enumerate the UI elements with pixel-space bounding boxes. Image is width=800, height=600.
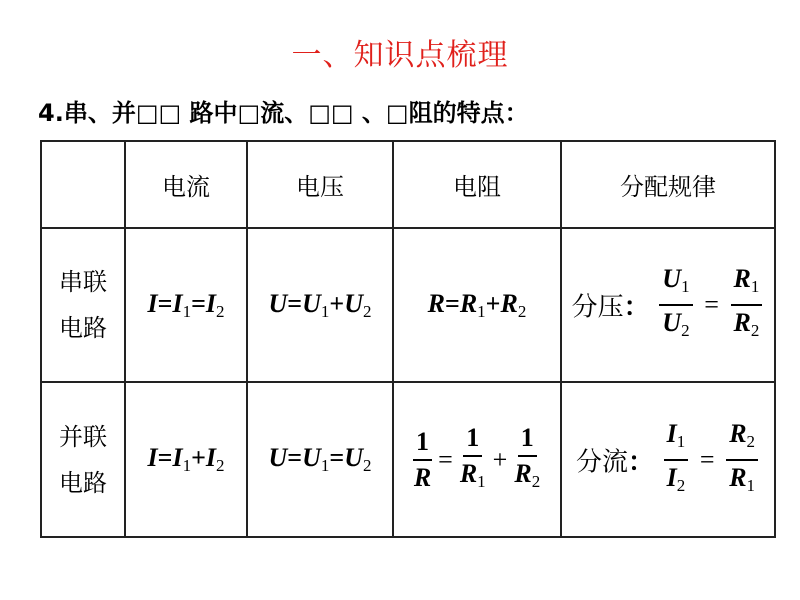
row-label-line1: 并联: [59, 422, 107, 451]
table-row-parallel: [41, 382, 775, 537]
parallel-distribution-rule: [561, 382, 775, 537]
fraction-subscript: 2: [746, 431, 756, 451]
formula-lhs: R: [427, 288, 445, 318]
fraction-numerator: R: [729, 418, 747, 448]
series-resistance-formula: [393, 228, 561, 382]
table-row-series: [41, 228, 775, 382]
formula-term: U: [344, 288, 363, 318]
fraction-denominator: U: [662, 308, 682, 337]
series-voltage-formula: [247, 228, 393, 382]
row-label-line1: 串联: [59, 268, 107, 296]
series-distribution-rule: [561, 228, 775, 382]
formula-term: I: [172, 443, 183, 472]
formula-subscript: 2: [517, 301, 527, 321]
fraction-subscript: 2: [681, 321, 690, 340]
equals-sign: =: [699, 444, 715, 474]
fraction-numerator: R: [733, 264, 751, 293]
fraction-subscript: 2: [750, 321, 760, 340]
plus-sign: +: [492, 444, 508, 474]
formula-term: U: [302, 443, 321, 472]
formula-term: I: [172, 288, 183, 318]
fraction-numerator: U: [662, 264, 682, 293]
row-label-line2: 电路: [59, 314, 107, 342]
fraction-resistance-ratio: [731, 264, 763, 346]
table-header-row: [41, 141, 775, 228]
fraction-denominator: R: [459, 458, 478, 488]
formula-lhs: I: [147, 288, 158, 318]
fraction-numerator: 1: [520, 422, 534, 452]
formula-term: R: [500, 288, 518, 318]
fraction-reciprocal-r1: [457, 423, 489, 497]
header-cell-voltage: 电压: [247, 141, 393, 228]
formula-lhs: U: [268, 288, 288, 318]
parallel-resistance-formula: [393, 382, 561, 537]
fraction-current-ratio: [664, 419, 689, 501]
formula-term: I: [205, 443, 217, 472]
formula-lhs: U: [268, 443, 288, 472]
formula-subscript: 1: [477, 301, 486, 321]
formula-term: U: [344, 443, 363, 472]
formula-equals: =: [157, 288, 173, 318]
row-label-line2: 电路: [59, 468, 107, 497]
formula-operator: +: [485, 288, 501, 318]
formula-equals: =: [287, 288, 303, 318]
fraction-denominator: R: [729, 462, 747, 492]
parallel-voltage-formula: [247, 382, 393, 537]
formula-subscript: 1: [182, 456, 192, 475]
fraction-denominator: R: [514, 458, 532, 488]
formula-subscript: 1: [320, 456, 330, 475]
equals-sign: =: [704, 290, 719, 319]
formula-operator: +: [191, 443, 206, 472]
formula-equals: =: [157, 443, 173, 472]
formula-term: U: [302, 288, 321, 318]
fraction-subscript: 1: [746, 475, 756, 495]
header-cell-distribution-rule: 分配规律: [561, 141, 775, 228]
fraction-subscript: 1: [477, 471, 486, 491]
formula-equals: =: [287, 443, 303, 472]
fraction-subscript: 2: [531, 471, 541, 491]
series-current-formula: [125, 228, 247, 382]
fraction-denominator: R: [413, 462, 432, 492]
formula-term: I: [205, 288, 217, 318]
fraction-numerator: 1: [415, 426, 429, 456]
rule-colon: ：: [627, 447, 654, 477]
header-cell-empty: [41, 141, 125, 228]
fraction-numerator: I: [666, 418, 677, 448]
fraction-subscript: 1: [676, 431, 686, 451]
circuit-characteristics-table: [40, 140, 776, 538]
formula-subscript: 2: [216, 456, 225, 475]
fraction-reciprocal-total: [411, 427, 434, 493]
formula-subscript: 1: [320, 301, 330, 321]
rule-prefix: 分流: [575, 447, 628, 477]
formula-operator: +: [329, 288, 345, 318]
row-label-parallel: [41, 382, 125, 537]
formula-subscript: 2: [363, 456, 372, 475]
equals-sign: =: [438, 444, 453, 474]
fraction-numerator: 1: [466, 422, 480, 452]
fraction-subscript: 1: [750, 277, 760, 296]
section-heading: 4.串、并□□ 路中□流、□□ 、□阻的特点：: [38, 99, 529, 127]
row-label-series: [41, 228, 125, 382]
header-cell-resistance: 电阻: [393, 141, 561, 228]
formula-term: R: [459, 288, 478, 318]
formula-operator: =: [191, 288, 206, 318]
fraction-subscript: 1: [681, 277, 690, 296]
parallel-current-formula: [125, 382, 247, 537]
fraction-subscript: 2: [676, 475, 686, 495]
formula-subscript: 1: [182, 301, 192, 321]
page-title: 一、知识点梳理: [291, 38, 509, 73]
formula-equals: =: [445, 288, 460, 318]
header-cell-current: 电流: [125, 141, 247, 228]
fraction-denominator: R: [733, 308, 751, 337]
rule-prefix: 分压: [571, 292, 624, 323]
formula-subscript: 2: [363, 301, 372, 321]
fraction-voltage-ratio: [659, 264, 692, 346]
fraction-denominator: I: [666, 462, 677, 492]
formula-lhs: I: [147, 443, 158, 472]
formula-operator: =: [329, 443, 345, 472]
formula-subscript: 2: [216, 301, 225, 321]
fraction-reciprocal-r2: [511, 423, 543, 497]
rule-colon: ：: [623, 292, 650, 323]
fraction-resistance-ratio: [726, 419, 758, 501]
